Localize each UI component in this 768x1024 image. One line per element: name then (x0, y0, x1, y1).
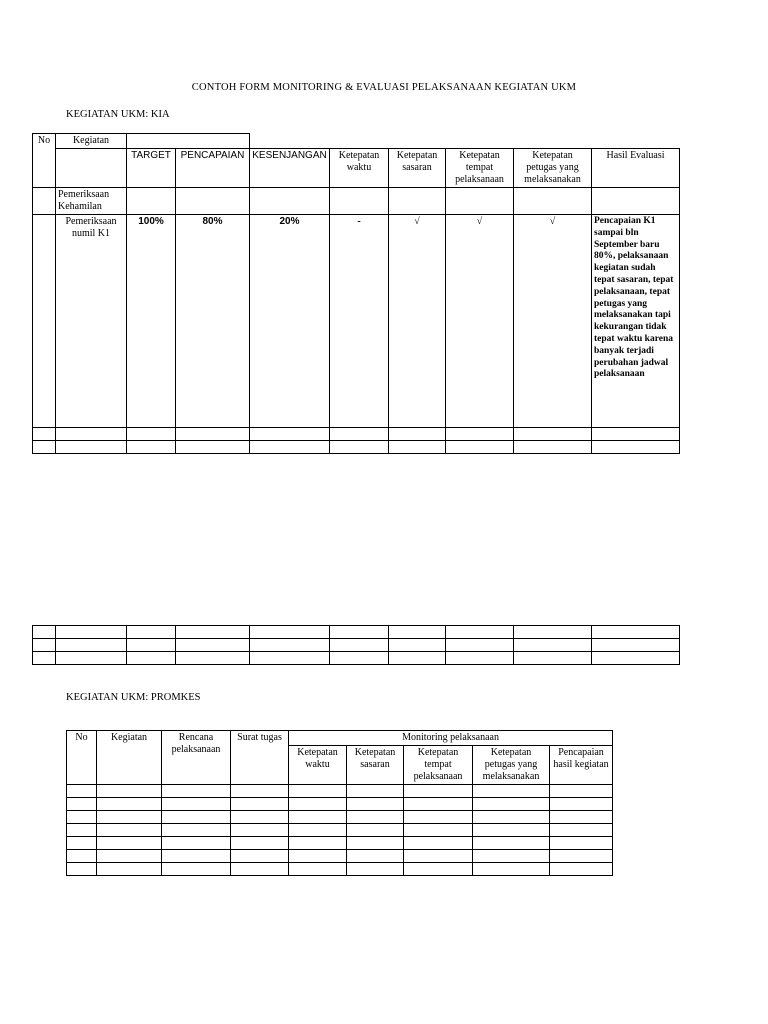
kia-table-continuation (32, 625, 680, 665)
promkes-header-pencapaian: Pencapaian hasil kegiatan (550, 746, 613, 785)
table-row-cell (33, 188, 56, 215)
kia-header-no: No (33, 134, 56, 188)
promkes-header-no: No (67, 731, 97, 785)
kia-row2-hasil-evaluasi: Pencapaian K1 sampai bln September baru 80%, pelaksanaan kegiatan sudah tepat sasaran, tepat pelaksanaan, tepat petugas yang melaksanakan tapi kekurangan tidak tepat waktu karena banyak terjadi perubahan jadwal pelaksanaan (592, 215, 680, 428)
kia-row2-kesenjangan: 20% (250, 215, 330, 428)
kia-header-kesenjangan: KESENJANGAN (250, 149, 330, 188)
promkes-header-kegiatan: Kegiatan (97, 731, 162, 785)
kia-row2-tempat: √ (446, 215, 514, 428)
section-label-kia: KEGIATAN UKM: KIA (66, 109, 170, 120)
promkes-header-ketepatan-tempat: Ketepatan tempat pelaksanaan (404, 746, 473, 785)
kia-header-target: TARGET (127, 149, 176, 188)
kia-header-kegiatan: Kegiatan (56, 134, 127, 149)
table-row-cell (33, 215, 56, 428)
section-label-promkes: KEGIATAN UKM: PROMKES (66, 692, 201, 703)
kia-header-ketepatan-tempat: Ketepatan tempat pelaksanaan (446, 149, 514, 188)
kia-header-spacer (250, 134, 680, 149)
promkes-header-monitoring: Monitoring pelaksanaan (289, 731, 613, 746)
promkes-header-ketepatan-petugas: Ketepatan petugas yang melaksanakan (473, 746, 550, 785)
kia-row2-target: 100% (127, 215, 176, 428)
kia-header-ketepatan-waktu: Ketepatan waktu (330, 149, 389, 188)
kia-table (32, 133, 680, 454)
promkes-header-ketepatan-waktu: Ketepatan waktu (289, 746, 347, 785)
kia-row2-sasaran: √ (389, 215, 446, 428)
kia-header-ketepatan-sasaran: Ketepatan sasaran (389, 149, 446, 188)
kia-row2-petugas: √ (514, 215, 592, 428)
promkes-table (66, 730, 613, 876)
promkes-header-ketepatan-sasaran: Ketepatan sasaran (347, 746, 404, 785)
kia-row1-kegiatan: Pemeriksaan Kehamilan (56, 188, 127, 215)
promkes-header-rencana: Rencana pelaksanaan (162, 731, 231, 785)
kia-header-kegiatan-lower (56, 149, 127, 188)
kia-row2-kegiatan: Pemeriksaan numil K1 (56, 215, 127, 428)
kia-header-ketepatan-petugas: Ketepatan petugas yang melaksanakan (514, 149, 592, 188)
kia-header-pencapaian: PENCAPAIAN (176, 149, 250, 188)
kia-row2-pencapaian: 80% (176, 215, 250, 428)
page-title: CONTOH FORM MONITORING & EVALUASI PELAKSANAAN KEGIATAN UKM (191, 82, 577, 93)
kia-row2-waktu: - (330, 215, 389, 428)
kia-header-hasil-evaluasi: Hasil Evaluasi (592, 149, 680, 188)
kia-header-blank (127, 134, 250, 149)
promkes-header-surat-tugas: Surat tugas (231, 731, 289, 785)
